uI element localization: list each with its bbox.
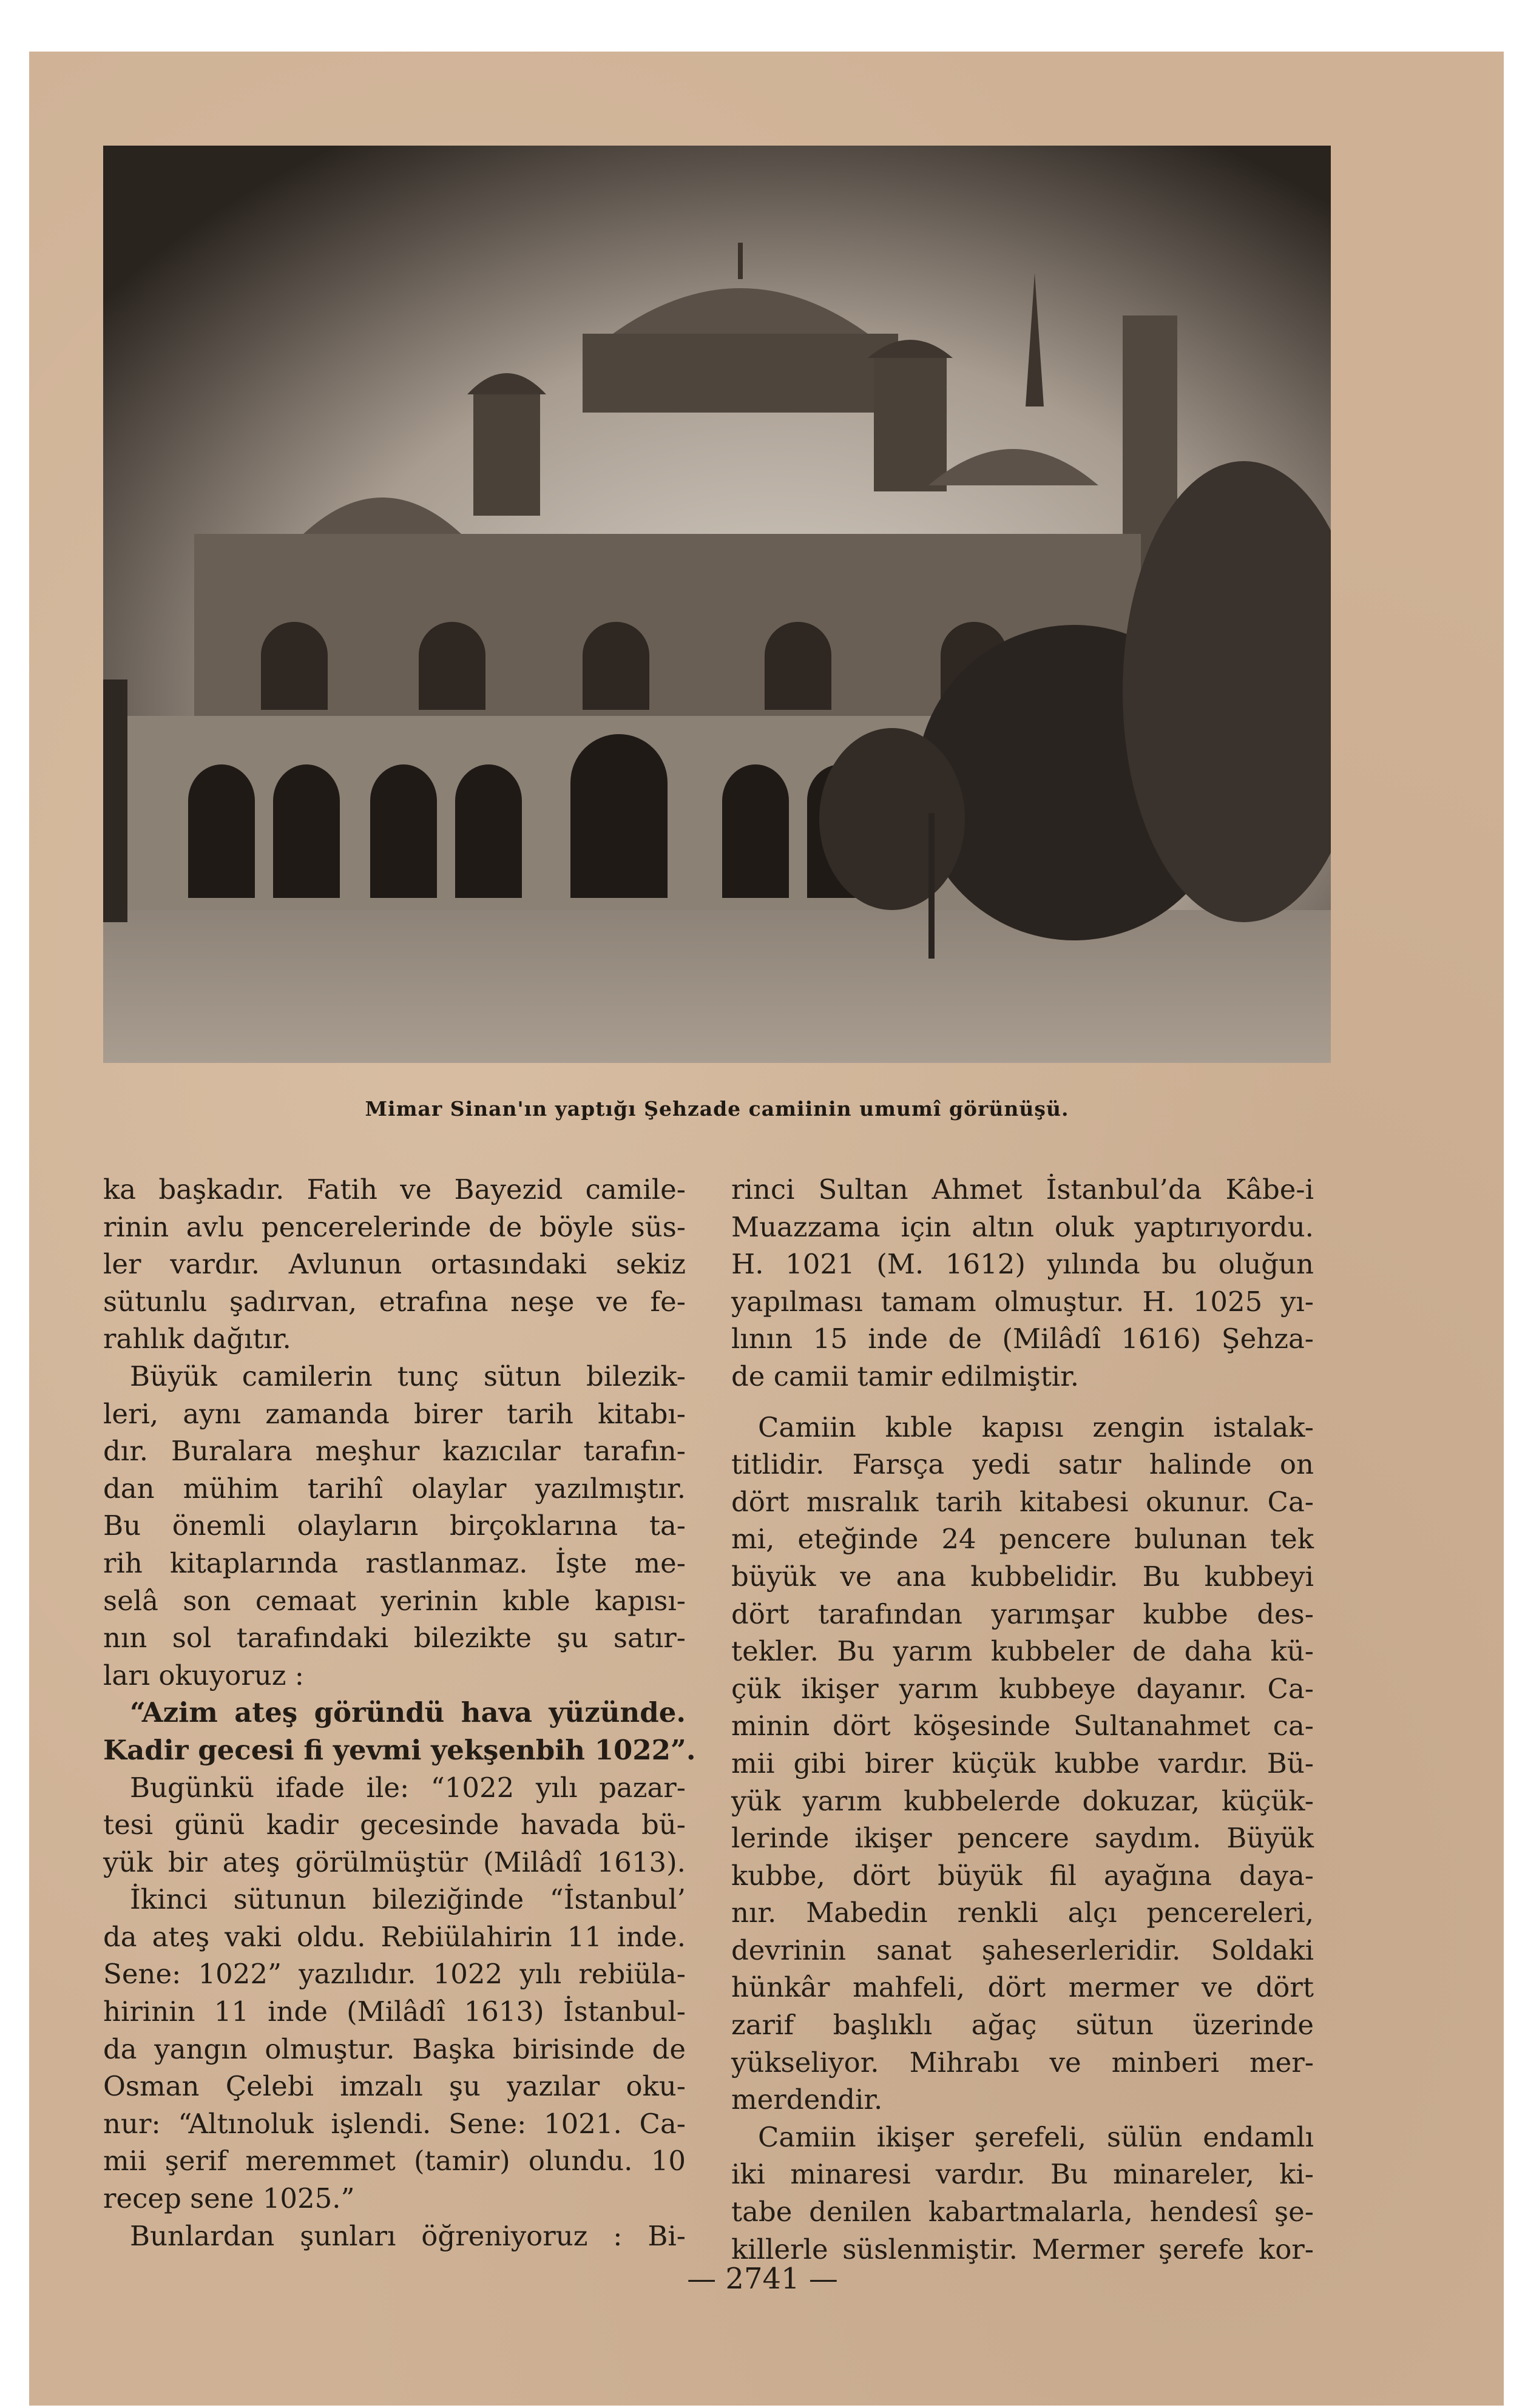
photo-caption: Mimar Sinan'ın yaptığı Şehzade camiinin umumî görünüşü. xyxy=(365,1097,1069,1121)
text-line: recep sene 1025.” xyxy=(103,2182,355,2215)
text-line: yapılması tamam olmuştur. H. 1025 yı- xyxy=(731,1285,1314,1318)
text-line: yükseliyor. Mihrabı ve minberi mer- xyxy=(731,2046,1314,2079)
text-line: Kadir gecesi fi yevmi yekşenbih 1022”. xyxy=(103,1733,696,1766)
text-line: Camiin kıble kapısı zengin istalak- xyxy=(758,1411,1314,1443)
text-line: ları okuyoruz : xyxy=(103,1659,304,1691)
text-line: Büyük camilerin tunç sütun bilezik- xyxy=(130,1360,686,1392)
text-line: iki minaresi vardır. Bu minareler, ki- xyxy=(731,2158,1314,2191)
text-line: zarif başlıklı ağaç sütun üzerinde xyxy=(731,2009,1314,2042)
text-line: mii şerif meremmet (tamir) olundu. 10 xyxy=(103,2145,686,2177)
text-line: selâ son cemaat yerinin kıble kapısı- xyxy=(103,1584,686,1617)
text-line: de camii tamir edilmiştir. xyxy=(731,1360,1080,1392)
text-line: Bugünkü ifade ile: “1022 yılı pazar- xyxy=(130,1771,686,1804)
text-line: rinin avlu pencerelerinde de böyle süs- xyxy=(103,1210,686,1243)
right-text-column xyxy=(731,1171,1314,2268)
text-line: merdendir. xyxy=(731,2083,883,2116)
text-line: çük ikişer yarım kubbeye dayanır. Ca- xyxy=(731,1672,1314,1705)
text-line: tesi günü kadir gecesinde havada bü- xyxy=(103,1809,686,1841)
text-line: dır. Buralara meşhur kazıcılar tarafın- xyxy=(103,1435,686,1468)
text-line: devrinin sanat şaheserleridir. Soldaki xyxy=(731,1934,1314,1966)
text-line: ler vardır. Avlunun ortasındaki sekiz xyxy=(103,1248,686,1281)
mosque-photo xyxy=(103,146,1331,1063)
text-line: da yangın olmuştur. Başka birisinde de xyxy=(103,2032,686,2065)
page-number: — 2741 — xyxy=(687,2262,838,2296)
text-line: Muazzama için altın oluk yaptırıyordu. xyxy=(731,1210,1314,1243)
text-line: da ateş vaki oldu. Rebiülahirin 11 inde. xyxy=(103,1920,686,1953)
text-line: rahlık dağıtır. xyxy=(103,1323,291,1355)
text-line: büyük ve ana kubbelidir. Bu kubbeyi xyxy=(731,1560,1314,1593)
text-line: minin dört köşesinde Sultanahmet ca- xyxy=(731,1710,1314,1742)
text-line: Bunlardan şunları öğreniyoruz : Bi- xyxy=(130,2219,686,2252)
text-line: yük yarım kubbelerde dokuzar, küçük- xyxy=(731,1784,1314,1817)
text-line: İkinci sütunun bileziğinde “İstanbul’ xyxy=(130,1883,686,1916)
text-line: mii gibi birer küçük kubbe vardır. Bü- xyxy=(731,1747,1314,1779)
text-line: dan mühim tarihî olaylar yazılmıştır. xyxy=(103,1472,686,1505)
text-line: tabe denilen kabartmalarla, hendesî şe- xyxy=(731,2196,1314,2228)
text-line: H. 1021 (M. 1612) yılında bu oluğun xyxy=(731,1248,1314,1281)
text-line: rinci Sultan Ahmet İstanbul’da Kâbe-i xyxy=(731,1173,1314,1206)
text-line: Camiin ikişer şerefeli, sülün endamlı xyxy=(758,2120,1314,2153)
text-line: kubbe, dört büyük fil ayağına daya- xyxy=(731,1859,1314,1892)
text-line: Sene: 1022” yazılıdır. 1022 yılı rebiüla- xyxy=(103,1958,686,1991)
text-line: nur: “Altınoluk işlendi. Sene: 1021. Ca- xyxy=(103,2107,686,2140)
text-line: Bu önemli olayların birçoklarına ta- xyxy=(103,1509,686,1542)
text-line: mi, eteğinde 24 pencere bulunan tek xyxy=(731,1523,1314,1556)
left-text-column xyxy=(103,1171,696,2255)
text-line: nır. Mabedin renkli alçı pencereleri, xyxy=(731,1897,1314,1929)
text-line: hirinin 11 inde (Milâdî 1613) İstanbul- xyxy=(103,1995,686,2028)
text-line: rih kitaplarında rastlanmaz. İşte me- xyxy=(103,1546,686,1579)
text-line: leri, aynı zamanda birer tarih kitabı- xyxy=(103,1397,686,1430)
text-line: tekler. Bu yarım kubbeler de daha kü- xyxy=(731,1635,1314,1668)
text-line: ka başkadır. Fatih ve Bayezid camile- xyxy=(103,1173,686,1206)
text-line: lerinde ikişer pencere saydım. Büyük xyxy=(731,1822,1314,1855)
text-line: nın sol tarafındaki bilezikte şu satır- xyxy=(103,1622,686,1654)
text-line: yük bir ateş görülmüştür (Milâdî 1613). xyxy=(103,1846,686,1878)
text-line: killerle süslenmiştir. Mermer şerefe kor- xyxy=(731,2233,1314,2265)
text-line: dört mısralık tarih kitabesi okunur. Ca- xyxy=(731,1485,1314,1518)
text-line: hünkâr mahfeli, dört mermer ve dört xyxy=(731,1971,1314,2004)
text-line: Osman Çelebi imzalı şu yazılar oku- xyxy=(103,2070,686,2103)
text-line: lının 15 inde de (Milâdî 1616) Şehza- xyxy=(731,1323,1314,1355)
text-line: sütunlu şadırvan, etrafına neşe ve fe- xyxy=(103,1285,686,1318)
text-line: titlidir. Farsça yedi satır halinde on xyxy=(731,1448,1314,1481)
text-line: dört tarafından yarımşar kubbe des- xyxy=(731,1597,1314,1630)
text-line: “Azim ateş göründü hava yüzünde. xyxy=(130,1696,686,1729)
